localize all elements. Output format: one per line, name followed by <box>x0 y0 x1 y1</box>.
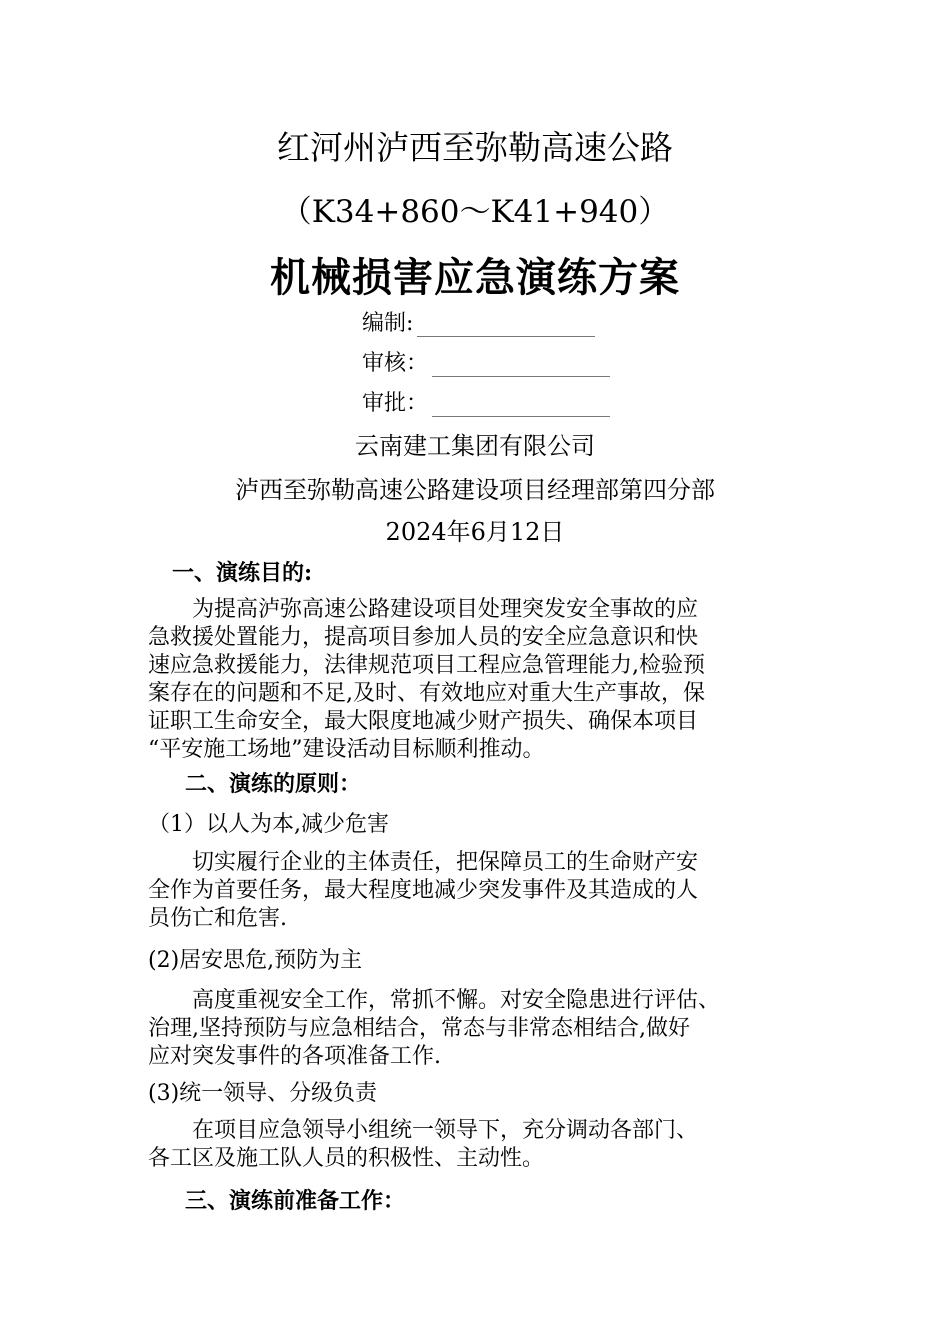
signature-approve-label: 审批： <box>362 391 429 416</box>
doc-title-main: 机械损害应急演练方案 <box>270 254 680 301</box>
principle-2-body <box>148 987 798 1071</box>
document-date: 2024年6月12日 <box>385 518 565 546</box>
signature-review-label: 审核： <box>362 351 429 376</box>
company-name: 云南建工集团有限公司 <box>355 432 595 460</box>
section-purpose-body <box>148 596 798 764</box>
doc-title-project: 红河州泸西至弥勒高速公路 <box>277 128 673 167</box>
paragraph-line: 为提高泸弥高速公路建设项目处理突发安全事故的应 <box>148 597 699 622</box>
paragraph-line: 高度重视安全工作，常抓不懈。对安全隐患进行评估、 <box>148 988 721 1013</box>
signature-compile-line <box>417 314 595 337</box>
paragraph-line: 治理,坚持预防与应急相结合，常态与非常态相结合,做好 <box>148 1016 690 1041</box>
paragraph-line: 应对突发事件的各项准备工作. <box>148 1044 441 1069</box>
signature-compile <box>362 306 595 337</box>
doc-title-section-range: （K34+860～K41+940） <box>280 194 670 230</box>
department-name: 泸西至弥勒高速公路建设项目经理部第四分部 <box>235 476 715 504</box>
signature-approve-line <box>432 394 610 417</box>
paragraph-line: 证职工生命安全，最大限度地减少财产损失、确保本项目 <box>148 709 699 734</box>
paragraph-line: 在项目应急领导小组统一领导下，充分调动各部门、 <box>148 1118 699 1143</box>
principle-1-title: （1）以人为本,减少危害 <box>148 812 389 837</box>
paragraph-line: 各工区及施工队人员的积极性、主动性。 <box>148 1146 545 1171</box>
principle-3-body <box>148 1117 798 1173</box>
paragraph-line: 案存在的问题和不足,及时、有效地应对重大生产事故，保 <box>148 681 705 706</box>
paragraph-line: “平安施工场地”建设活动目标顺利推动。 <box>148 737 545 762</box>
signature-review <box>362 346 610 377</box>
section-heading-purpose: 一、演练目的: <box>172 560 313 586</box>
section-heading-preparation: 三、演练前准备工作： <box>185 1188 406 1214</box>
signature-review-line <box>432 354 610 377</box>
signature-approve <box>362 386 610 417</box>
signature-compile-label: 编制: <box>362 311 414 336</box>
section-heading-principles: 二、演练的原则： <box>185 771 362 797</box>
paragraph-line: 员伤亡和危害. <box>148 906 287 931</box>
principle-1-body <box>148 849 798 933</box>
paragraph-line: 全作为首要任务，最大程度地减少突发事件及其造成的人 <box>148 878 699 903</box>
principle-2-title: (2)居安思危,预防为主 <box>148 948 363 973</box>
paragraph-line: 急救援处置能力，提高项目参加人员的安全应急意识和快 <box>148 625 699 650</box>
paragraph-line: 切实履行企业的主体责任，把保障员工的生命财产安 <box>148 850 699 875</box>
principle-3-title: (3)统一领导、分级负责 <box>148 1081 378 1106</box>
paragraph-line: 速应急救援能力，法律规范项目工程应急管理能力,检验预 <box>148 653 705 678</box>
